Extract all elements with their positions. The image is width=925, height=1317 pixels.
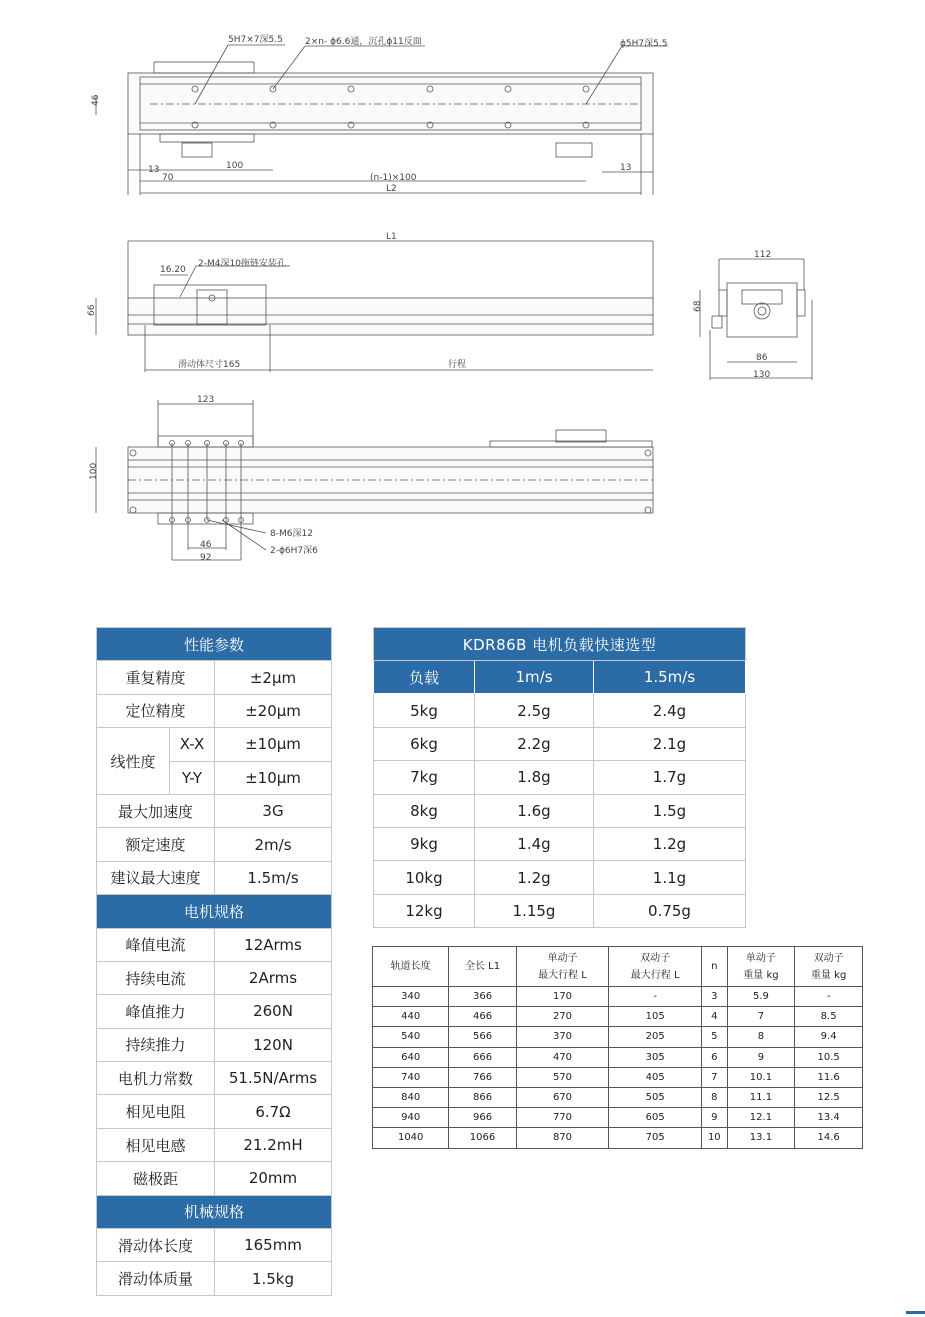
spec-header-line1: 双动子 — [813, 952, 844, 964]
row-value: 21.2mH — [215, 1128, 332, 1161]
spec-header — [727, 947, 795, 987]
spec-header — [609, 947, 702, 987]
bottom-view-drawing — [96, 400, 653, 560]
table-row — [97, 694, 332, 727]
label-w123: 123 — [197, 395, 215, 405]
spec-header — [795, 947, 863, 987]
label-pin: ϕ5H7深5.5 — [620, 39, 668, 49]
table-row — [374, 761, 746, 794]
spec-header-line1: 双动子 — [640, 952, 671, 964]
cell: 7kg — [374, 761, 475, 794]
spec-cell: 840 — [373, 1087, 449, 1107]
header-load: 负载 — [374, 661, 475, 694]
table-row — [97, 1229, 332, 1262]
header-1ms: 1m/s — [475, 661, 594, 694]
spec-header-line1: n — [711, 961, 718, 972]
perf-title: 性能参数 — [97, 628, 332, 661]
cell: 1.15g — [475, 894, 594, 927]
label-dn: (n-1)×100 — [370, 173, 417, 183]
spec-cell: 270 — [516, 1007, 609, 1027]
label-pin6: 2-ϕ6H7深6 — [270, 546, 318, 556]
cell: 12kg — [374, 894, 475, 927]
table-row — [97, 861, 332, 894]
row-label: 滑动体质量 — [97, 1262, 215, 1295]
spec-header-line1: 单动子 — [547, 952, 578, 964]
spec-cell: 13.4 — [795, 1108, 863, 1128]
label-stroke: 行程 — [448, 360, 467, 370]
linearity-x-value: ±10μm — [215, 728, 332, 761]
row-value: 120N — [215, 1028, 332, 1061]
table-row — [373, 1047, 863, 1067]
label-h68: 68 — [693, 300, 703, 312]
table-row — [97, 1095, 332, 1128]
selection-title: KDR86B 电机负载快速选型 — [374, 628, 746, 661]
cell: 1.2g — [475, 861, 594, 894]
table-row — [374, 827, 746, 860]
table-row — [374, 861, 746, 894]
linearity-label: 线性度 — [97, 728, 170, 795]
spec-cell: 105 — [609, 1007, 702, 1027]
spec-cell: 470 — [516, 1047, 609, 1067]
spec-cell: 10.1 — [727, 1067, 795, 1087]
cell: 1.8g — [475, 761, 594, 794]
spec-cell: 1066 — [449, 1128, 516, 1148]
load-selection-table — [373, 627, 746, 928]
row-label: 峰值电流 — [97, 928, 215, 961]
cell: 2.4g — [594, 694, 746, 727]
cell: 0.75g — [594, 894, 746, 927]
spec-header — [702, 947, 728, 987]
spec-cell: 8 — [702, 1087, 728, 1107]
label-w46: 46 — [200, 540, 212, 550]
row-value: ±2μm — [215, 661, 332, 694]
row-value: 260N — [215, 995, 332, 1028]
spec-body — [373, 987, 863, 1149]
cell: 5kg — [374, 694, 475, 727]
spec-cell: 540 — [373, 1027, 449, 1047]
cell: 2.2g — [475, 727, 594, 760]
table-row — [97, 794, 332, 827]
row-value: 1.5m/s — [215, 861, 332, 894]
table-row — [97, 1128, 332, 1161]
row-label: 持续电流 — [97, 961, 215, 994]
spec-cell: 566 — [449, 1027, 516, 1047]
cell: 6kg — [374, 727, 475, 760]
spec-header — [449, 947, 516, 987]
spec-header-line1: 单动子 — [745, 952, 776, 964]
spec-cell: 766 — [449, 1067, 516, 1087]
spec-cell: 205 — [609, 1027, 702, 1047]
label-l2: L2 — [386, 184, 397, 194]
spec-cell: 170 — [516, 987, 609, 1007]
cell: 1.6g — [475, 794, 594, 827]
motor-title: 电机规格 — [97, 895, 332, 928]
table-row — [97, 728, 332, 761]
row-value: 6.7Ω — [215, 1095, 332, 1128]
label-m4: 2-M4深10拖链安装孔 — [198, 259, 286, 269]
spec-cell: 340 — [373, 987, 449, 1007]
spec-cell: 10 — [702, 1128, 728, 1148]
row-value: 51.5N/Arms — [215, 1062, 332, 1095]
label-h46: 46 — [91, 94, 101, 106]
spec-header — [373, 947, 449, 987]
spec-cell: 505 — [609, 1087, 702, 1107]
spec-cell: 11.6 — [795, 1067, 863, 1087]
row-label: 相见电感 — [97, 1128, 215, 1161]
spec-cell: 6 — [702, 1047, 728, 1067]
side-view-drawing — [96, 241, 653, 372]
label-w92: 92 — [200, 553, 212, 563]
row-value: 3G — [215, 794, 332, 827]
spec-cell: 7 — [727, 1007, 795, 1027]
spec-cell: 866 — [449, 1087, 516, 1107]
linearity-x-axis: X-X — [170, 728, 215, 761]
row-label: 磁极距 — [97, 1162, 215, 1195]
spec-cell: 740 — [373, 1067, 449, 1087]
table-row — [97, 1262, 332, 1295]
spec-cell: 670 — [516, 1087, 609, 1107]
spec-cell: 305 — [609, 1047, 702, 1067]
label-d100: 100 — [226, 161, 244, 171]
spec-cell: 440 — [373, 1007, 449, 1027]
table-row — [373, 1027, 863, 1047]
spec-header-line2: 最大行程 L — [538, 969, 587, 981]
spec-cell: 3 — [702, 987, 728, 1007]
label-w86: 86 — [756, 353, 768, 363]
table-row — [97, 1162, 332, 1195]
mech-title: 机械规格 — [97, 1195, 332, 1228]
table-row — [373, 1128, 863, 1148]
spec-cell: 870 — [516, 1128, 609, 1148]
spec-header-line1: 轨道长度 — [390, 961, 431, 972]
label-m6: 8-M6深12 — [270, 529, 313, 539]
table-row — [374, 894, 746, 927]
corner-accent-bar — [906, 1311, 925, 1314]
spec-cell: 9 — [727, 1047, 795, 1067]
row-label: 电机力常数 — [97, 1062, 215, 1095]
row-value: 2Arms — [215, 961, 332, 994]
row-value: 20mm — [215, 1162, 332, 1195]
rail-spec-table — [372, 946, 863, 1149]
cell: 2.5g — [475, 694, 594, 727]
table-row — [97, 961, 332, 994]
row-value: ±20μm — [215, 694, 332, 727]
table-row — [373, 987, 863, 1007]
spec-cell: 5 — [702, 1027, 728, 1047]
table-row — [97, 1028, 332, 1061]
spec-cell: 14.6 — [795, 1128, 863, 1148]
label-w112: 112 — [754, 250, 772, 260]
spec-cell: 12.1 — [727, 1108, 795, 1128]
spec-cell: 11.1 — [727, 1087, 795, 1107]
table-row — [97, 661, 332, 694]
table-row — [373, 1067, 863, 1087]
row-value: 2m/s — [215, 828, 332, 861]
technical-drawings — [0, 0, 925, 600]
spec-cell: 8 — [727, 1027, 795, 1047]
spec-cell: 640 — [373, 1047, 449, 1067]
table-row — [373, 1007, 863, 1027]
row-label: 定位精度 — [97, 694, 215, 727]
label-d13-left: 13 — [148, 165, 160, 175]
table-row — [374, 727, 746, 760]
cell: 8kg — [374, 794, 475, 827]
cell: 10kg — [374, 861, 475, 894]
spec-cell: 4 — [702, 1007, 728, 1027]
header-15ms: 1.5m/s — [594, 661, 746, 694]
row-label: 滑动体长度 — [97, 1229, 215, 1262]
spec-header-line2: 重量 kg — [743, 969, 779, 981]
spec-cell: 666 — [449, 1047, 516, 1067]
row-value: 165mm — [215, 1229, 332, 1262]
label-holes: 2×n- ϕ6.6通，沉孔ϕ11反面 — [305, 37, 422, 47]
spec-cell: 705 — [609, 1128, 702, 1148]
cell: 2.1g — [594, 727, 746, 760]
spec-cell: 10.5 — [795, 1047, 863, 1067]
performance-table — [96, 627, 332, 1296]
spec-cell: 966 — [449, 1108, 516, 1128]
row-value: 1.5kg — [215, 1262, 332, 1295]
spec-cell: 9.4 — [795, 1027, 863, 1047]
spec-cell: - — [609, 987, 702, 1007]
table-row — [97, 1062, 332, 1095]
spec-cell: 370 — [516, 1027, 609, 1047]
label-d13-right: 13 — [620, 163, 632, 173]
row-label: 重复精度 — [97, 661, 215, 694]
label-1620: 16.20 — [160, 265, 186, 275]
cell: 9kg — [374, 827, 475, 860]
label-h100: 100 — [89, 462, 99, 480]
spec-cell: 9 — [702, 1108, 728, 1128]
spec-cell: 1040 — [373, 1128, 449, 1148]
label-l1: L1 — [386, 232, 397, 242]
cell: 1.1g — [594, 861, 746, 894]
spec-header-line1: 全长 L1 — [464, 961, 501, 972]
table-row — [97, 928, 332, 961]
linearity-y-axis: Y-Y — [170, 761, 215, 794]
label-keyway: 5H7×7深5.5 — [228, 35, 283, 45]
spec-cell: 12.5 — [795, 1087, 863, 1107]
row-label: 额定速度 — [97, 828, 215, 861]
label-slider-size: 滑动体尺寸165 — [178, 360, 241, 370]
label-w130: 130 — [753, 370, 771, 380]
spec-cell: 770 — [516, 1108, 609, 1128]
table-row — [373, 1108, 863, 1128]
row-label: 建议最大速度 — [97, 861, 215, 894]
label-d70: 70 — [162, 173, 174, 183]
cell: 1.4g — [475, 827, 594, 860]
spec-cell: 5.9 — [727, 987, 795, 1007]
linearity-y-value: ±10μm — [215, 761, 332, 794]
spec-cell: 405 — [609, 1067, 702, 1087]
table-row — [97, 995, 332, 1028]
cell: 1.5g — [594, 794, 746, 827]
spec-cell: 366 — [449, 987, 516, 1007]
row-label: 相见电阻 — [97, 1095, 215, 1128]
label-h66: 66 — [87, 304, 97, 316]
spec-header-line2: 重量 kg — [810, 969, 847, 981]
spec-header — [516, 947, 609, 987]
row-label: 峰值推力 — [97, 995, 215, 1028]
table-row — [374, 794, 746, 827]
table-row — [374, 694, 746, 727]
spec-header-line2: 最大行程 L — [630, 969, 680, 981]
row-label: 持续推力 — [97, 1028, 215, 1061]
table-row — [97, 828, 332, 861]
row-value: 12Arms — [215, 928, 332, 961]
cell: 1.2g — [594, 827, 746, 860]
spec-cell: 7 — [702, 1067, 728, 1087]
table-row — [373, 1087, 863, 1107]
spec-cell: 570 — [516, 1067, 609, 1087]
spec-cell: 605 — [609, 1108, 702, 1128]
spec-cell: 466 — [449, 1007, 516, 1027]
spec-cell: 8.5 — [795, 1007, 863, 1027]
spec-cell: 940 — [373, 1108, 449, 1128]
spec-cell: - — [795, 987, 863, 1007]
row-label: 最大加速度 — [97, 794, 215, 827]
spec-cell: 13.1 — [727, 1128, 795, 1148]
cell: 1.7g — [594, 761, 746, 794]
